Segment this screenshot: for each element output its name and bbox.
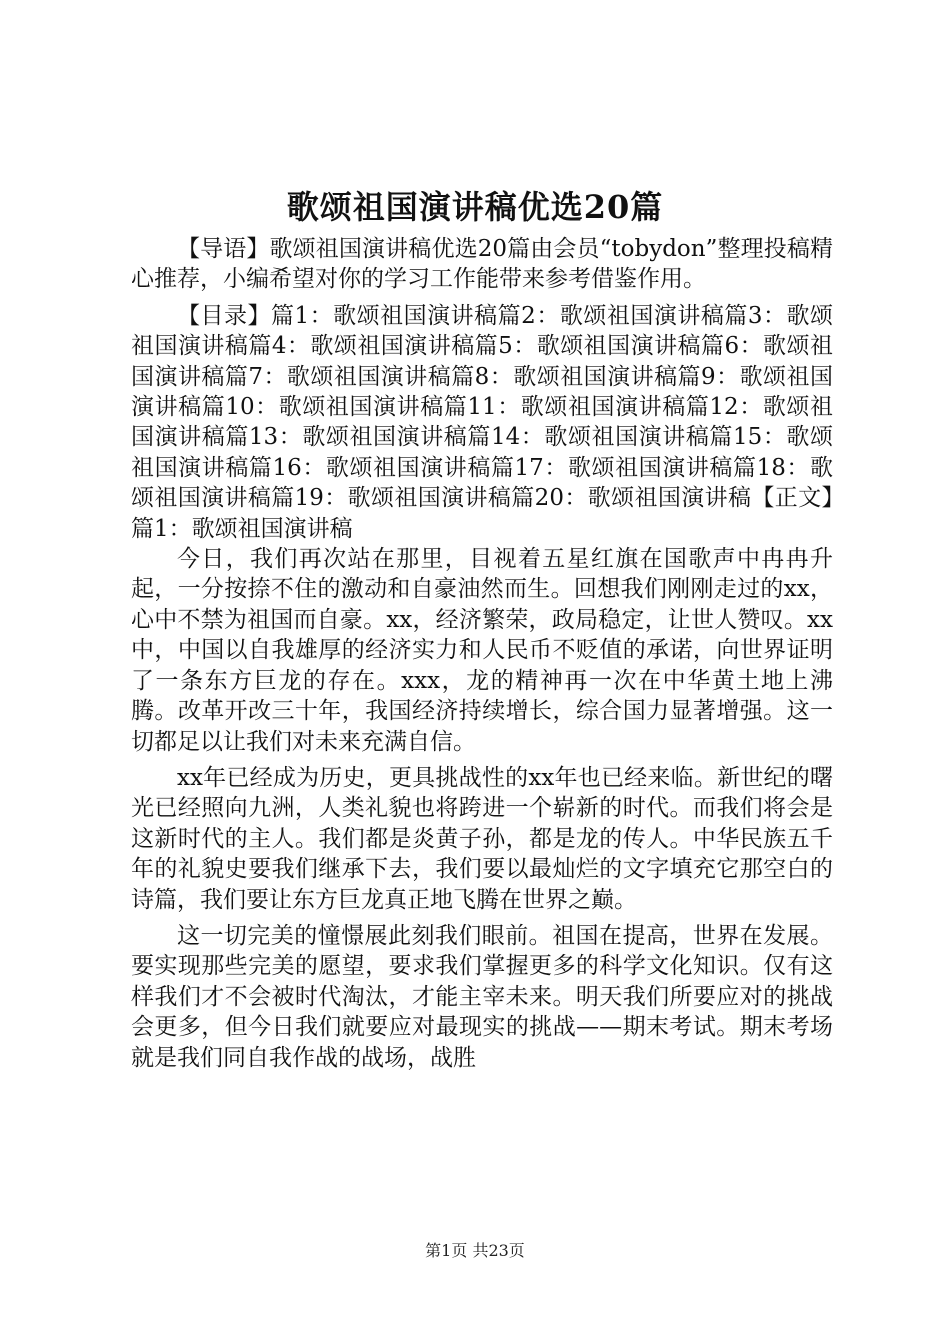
body-paragraph: 这一切完美的憧憬展此刻我们眼前。祖国在提高，世界在发展。要实现那些完美的愿望，要求我们掌握更多的科学文化知识。仅有这样我们才不会被时代淘汰，才能主宰未来。明天我们所要应对的挑战会更多，但今日我们就要应对最现实的挑战——期末考试。期末考场就是我们同自我作战的战场，战胜 <box>131 922 833 1071</box>
document-body <box>131 234 833 1073</box>
document-title: 歌颂祖国演讲稿优选20篇 <box>286 188 664 226</box>
intro-paragraph: 【导语】歌颂祖国演讲稿优选20篇由会员“tobydon”整理投稿精心推荐，小编希望对你的学习工作能带来参考借鉴作用。 <box>131 236 833 293</box>
body-paragraph: 今日，我们再次站在那里，目视着五星红旗在国歌声中冉冉升起，一分按捺不住的激动和自豪油然而生。回想我们刚刚走过的xx，心中不禁为祖国而自豪。xx，经济繁荣，政局稳定，让世人赞叹。xx中，中国以自我雄厚的经济实力和人民币不贬值的承诺，向世界证明了一条东方巨龙的存在。xxx，龙的精神再一次在中华黄土地上沸腾。改革开改三十年，我国经济持续增长，综合国力显著增强。这一切都足以让我们对未来充满自信。 <box>131 546 833 755</box>
body-paragraph: xx年已经成为历史，更具挑战性的xx年也已经来临。新世纪的曙光已经照向九洲，人类礼貌也将跨进一个崭新的时代。而我们将会是这新时代的主人。我们都是炎黄子孙，都是龙的传人。中华民族五千年的礼貌史要我们继承下去，我们要以最灿烂的文字填充它那空白的诗篇，我们要让东方巨龙真正地飞腾在世界之巅。 <box>131 764 833 913</box>
table-of-contents-paragraph: 【目录】篇1：歌颂祖国演讲稿篇2：歌颂祖国演讲稿篇3：歌颂祖国演讲稿篇4：歌颂祖国演讲稿篇5：歌颂祖国演讲稿篇6：歌颂祖国演讲稿篇7：歌颂祖国演讲稿篇8：歌颂祖国演讲稿篇9：歌颂祖国演讲稿篇10：歌颂祖国演讲稿篇11：歌颂祖国演讲稿篇12：歌颂祖国演讲稿篇13：歌颂祖国演讲稿篇14：歌颂祖国演讲稿篇15：歌颂祖国演讲稿篇16：歌颂祖国演讲稿篇17：歌颂祖国演讲稿篇18：歌颂祖国演讲稿篇19：歌颂祖国演讲稿篇20：歌颂祖国演讲稿【正文】篇1：歌颂祖国演讲稿 <box>131 302 833 542</box>
page-footer: 第1页 共23页 <box>425 1241 525 1260</box>
